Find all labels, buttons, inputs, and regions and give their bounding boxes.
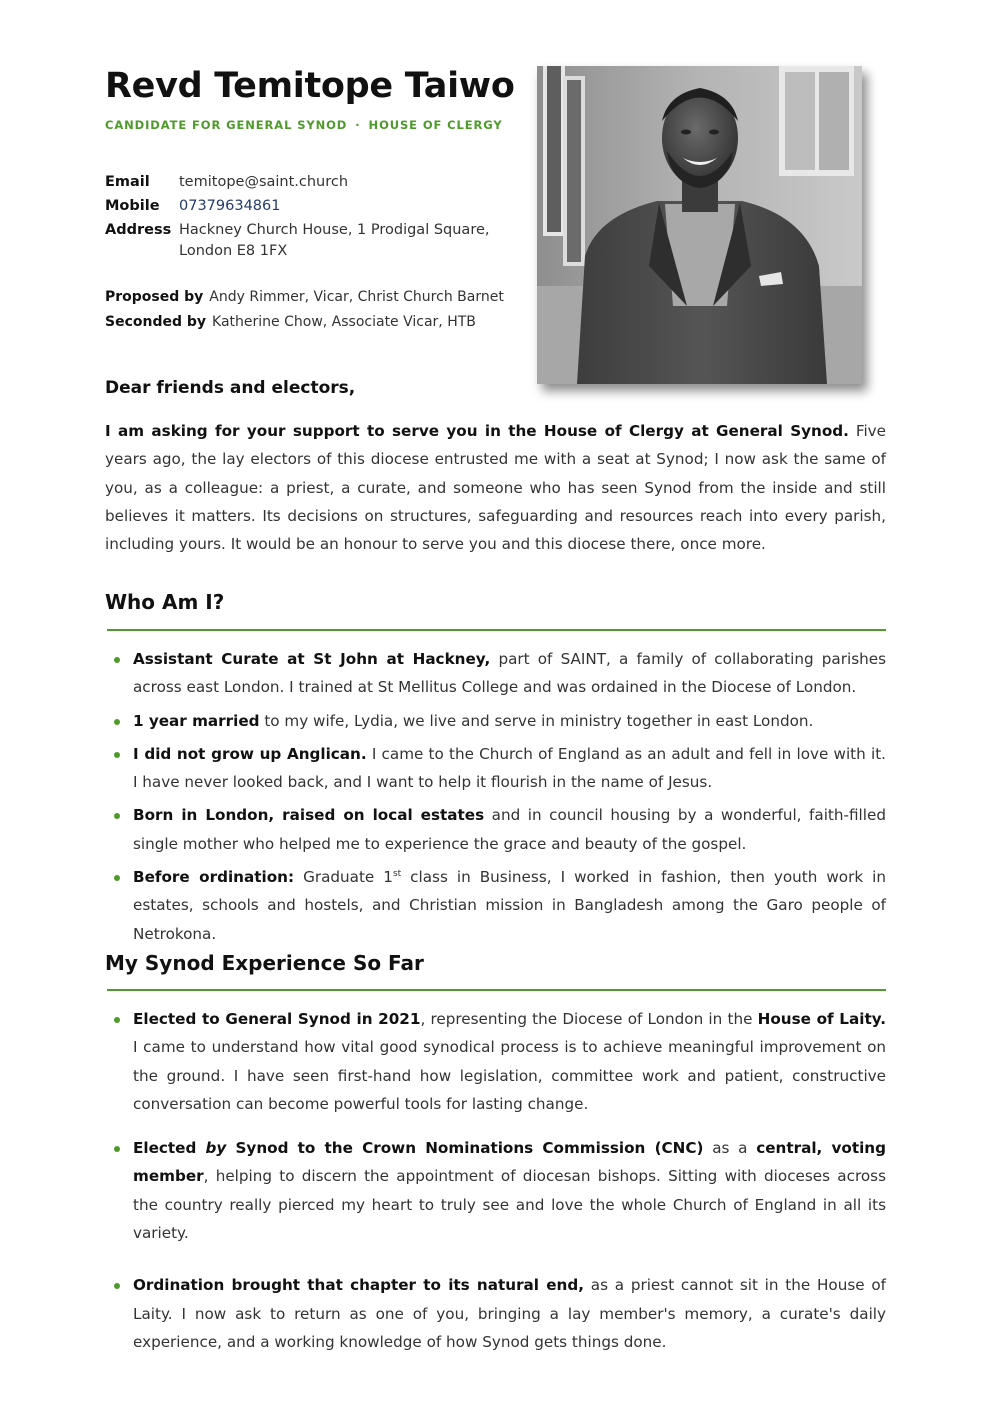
synod-experience-list (112, 1005, 886, 1356)
section-divider (107, 629, 886, 631)
list-item-text: Graduate 1 (294, 868, 393, 887)
list-item-bold: Synod to the Crown Nominations Commission (CNC) (226, 1139, 704, 1158)
list-item-text: , helping to discern the appointment of diocesan bishops. Sitting with dioceses across the country really pierced my heart to truly see and love the whole Church of England in all its variety. (133, 1167, 886, 1243)
list-item-text: I came to the Church of England as an adult and fell in love with it. I have never looked back, and I want to help it flourish in the name of Jesus. (133, 744, 886, 792)
address-line-2: London E8 1FX (179, 243, 288, 259)
list-item-bold: Before ordination: (133, 868, 295, 887)
letter-greeting: Dear friends and electors, (105, 378, 356, 398)
list-item-bold: Assistant Curate at St John at Hackney, (133, 650, 491, 668)
list-item-bold: Elected (133, 1139, 206, 1158)
email-link[interactable]: temitope@saint.church (179, 174, 349, 190)
email-label: Email (105, 174, 150, 190)
list-item-bold: central, voting member (133, 1139, 886, 1186)
list-item-text: and in council housing by a wonderful, faith-filled single mother who helped me to experience the grace and beauty of the gospel. (133, 806, 886, 853)
list-item-bold: Ordination brought that chapter to its natural end, (133, 1276, 584, 1295)
list-item-text: as a priest cannot sit in the House of Laity. I now ask to return as one of you, bringing a lay member's memory, a curate's daily experience, and a working knowledge of how Synod gets things done. (133, 1276, 886, 1351)
list-item-bold: House of Laity. (757, 1010, 886, 1028)
list-item (112, 1134, 886, 1247)
list-item-bold: I did not grow up Anglican. (133, 744, 367, 763)
nominations (105, 285, 504, 335)
list-item-bold: Elected to General Synod in 2021 (133, 1010, 421, 1028)
list-item (112, 863, 886, 948)
intro-text: Five years ago, the lay electors of this diocese entrusted me with a seat at Synod; I now ask the same of you, as a colleague: a priest, a curate, and someone who has seen Synod from the inside and still believes it matters. Its decisions on structures, safeguarding and resources reach into every parish, including yours. It would be an honour to serve you and this diocese there, once more. (105, 422, 886, 554)
contact-address-row (105, 218, 490, 262)
list-item-text: , representing the Diocese of London in the (420, 1010, 758, 1028)
who-am-i-list (112, 645, 886, 953)
portrait-photo (537, 66, 862, 384)
address-value (179, 218, 490, 262)
mobile-label: Mobile (105, 198, 160, 214)
section-heading-synod-experience: My Synod Experience So Far (105, 951, 424, 975)
list-item-bold: Born in London, raised on local estates (133, 806, 485, 825)
list-item (112, 740, 886, 797)
section-divider (107, 989, 886, 991)
portrait-photo-icon (537, 66, 862, 384)
proposed-label: Proposed by (105, 289, 204, 305)
seconded-label: Seconded by (105, 314, 207, 330)
contact-mobile-row (105, 194, 490, 218)
tagline-separator: · (355, 118, 361, 132)
list-item (112, 1271, 886, 1356)
intro-bold: I am asking for your support to serve you in the House of Clergy at General Synod. (105, 422, 849, 440)
list-item-text: class in Business, I worked in fashion, then youth work in estates, schools and hostels, and Christian mission in Bangladesh among the Garo people of Netrokona. (133, 868, 887, 943)
address-label: Address (105, 222, 172, 238)
proposed-row (105, 285, 504, 310)
tagline-role: CANDIDATE FOR GENERAL SYNOD (105, 118, 348, 132)
list-item-text: as a (703, 1139, 757, 1158)
tagline-house: HOUSE OF CLERGY (368, 118, 503, 132)
list-item-emphasis: by (205, 1139, 227, 1158)
contact-details (105, 170, 490, 262)
candidate-tagline (105, 118, 503, 132)
list-item (112, 645, 886, 702)
list-item-text: I came to understand how vital good synodical process is to achieve meaningful improvement on the ground. I have seen first-hand how legislation, committee work and patient, constructive conversation can become powerful tools for lasting change. (133, 1038, 886, 1113)
seconded-value: Katherine Chow, Associate Vicar, HTB (212, 314, 476, 330)
list-item-text: part of SAINT, a family of collaborating parishes across east London. I trained at St Mellitus College and was ordained in the Diocese of London. (133, 650, 886, 697)
seconded-row (105, 310, 504, 335)
contact-email-row (105, 170, 490, 194)
proposed-value: Andy Rimmer, Vicar, Christ Church Barnet (209, 289, 504, 305)
list-item (112, 1005, 886, 1118)
intro-paragraph (105, 417, 886, 558)
ordinal-superscript: st (392, 869, 402, 880)
section-heading-who-am-i: Who Am I? (105, 590, 225, 614)
address-line-1: Hackney Church House, 1 Prodigal Square, (179, 222, 490, 238)
list-item (112, 707, 886, 735)
list-item (112, 801, 886, 858)
list-item-text: to my wife, Lydia, we live and serve in ministry together in east London. (259, 711, 814, 730)
list-item-bold: 1 year married (133, 711, 260, 730)
candidate-name: Revd Temitope Taiwo (105, 66, 515, 106)
mobile-link[interactable]: 07379634861 (179, 198, 281, 214)
